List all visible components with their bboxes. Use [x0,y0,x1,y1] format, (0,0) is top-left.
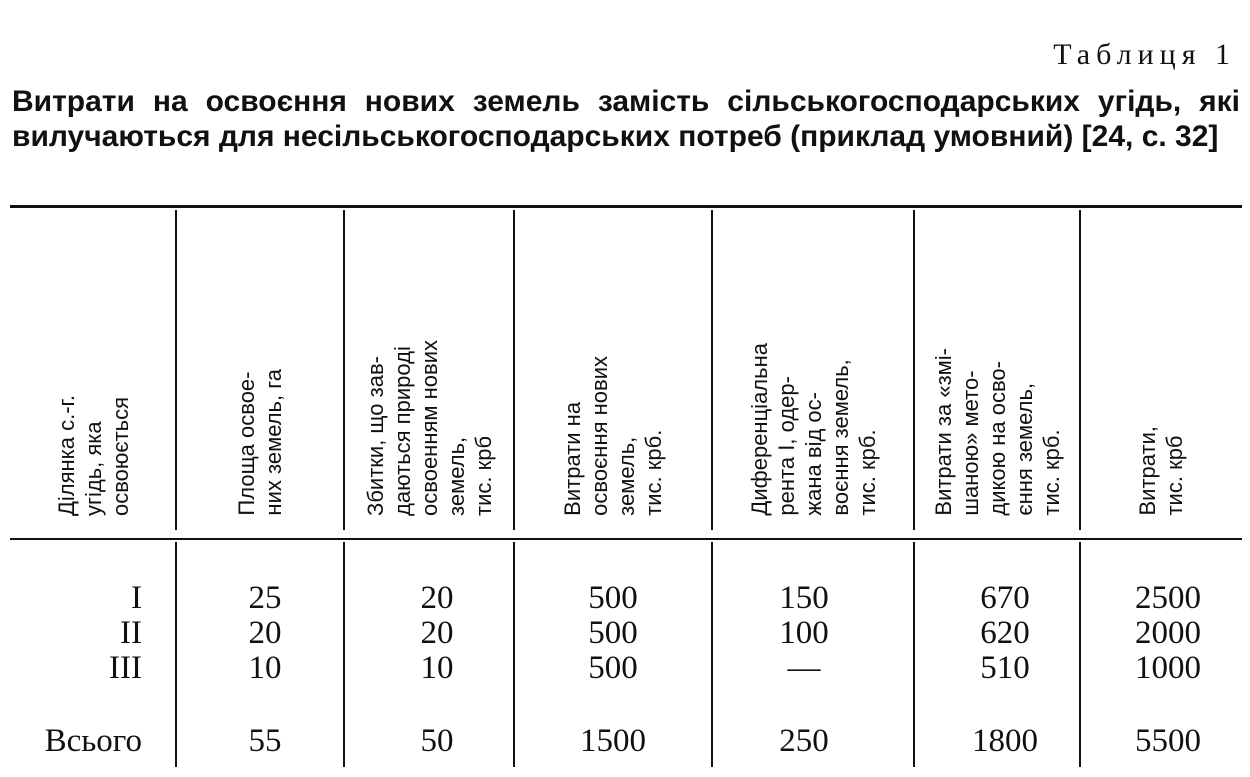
column-header-mixed-method-text: Витрати за «змі- шаною» мето- дикою на осво- єння земель, тис. крб. [930,348,1064,516]
row-label: I [131,580,142,616]
column-header-area-text: Площа освое- них земель, га [234,369,286,516]
table-cell: 500 [588,650,638,686]
column-header-plot [10,210,176,536]
table-cell: 50 [420,723,454,759]
column-header-development-cost-text: Витрати на освоєння нових земель, тис. крб. [560,356,666,516]
table-cell: 2500 [1135,580,1201,616]
column-header-mixed-method [914,210,1080,536]
column-header-costs-text: Витрати, тис. крб [1135,426,1187,516]
table-cell: 10 [248,650,282,686]
table-label: Таблиця 1 [1053,38,1236,71]
column-divider-body [513,542,515,767]
table-cell: 250 [779,723,829,759]
table-cell: 25 [248,580,282,616]
column-divider-body [913,542,915,767]
row-label: Всього [44,723,142,759]
column-divider-body [343,542,345,767]
table-cell: 620 [980,615,1030,651]
table-cell: 500 [588,580,638,616]
table-cell: 10 [420,650,454,686]
column-header-development-cost [514,210,712,536]
column-divider-body [1079,542,1081,767]
column-header-differential-rent-text: Диференціальна рента І, одер- жана від ос- воєння земель, тис. крб. [746,343,880,516]
table-cell: 5500 [1135,723,1201,759]
table-cell: 150 [779,580,829,616]
table-cell: 1500 [580,723,646,759]
row-label: III [109,650,142,686]
table-cell: 20 [248,615,282,651]
table-cell: 1800 [972,723,1038,759]
column-header-area [176,210,344,536]
column-header-damage [344,210,514,536]
column-divider-body [711,542,713,767]
table-cell: 2000 [1135,615,1201,651]
table-cell: 1000 [1135,650,1201,686]
column-header-damage-text: Збитки, що зав- даються природі освоенням нових земель, тис. крб [362,340,496,516]
column-header-costs [1080,210,1242,536]
column-header-differential-rent [712,210,914,536]
table-cell: 20 [420,580,454,616]
table-caption: Витрати на освоєння нових земель замість сільськогосподарських угідь, які вилучаються для несільськогосподарських потреб (приклад умовний) [24, с. 32] [12,85,1240,153]
column-divider-body [175,542,177,767]
table-cell: 55 [248,723,282,759]
table-cell: 20 [420,615,454,651]
column-header-plot-text: Ділянка с.-г. угідь, яка освоюється [53,394,133,516]
row-label: II [120,615,142,651]
header-rule [10,538,1242,540]
table-cell: 100 [779,615,829,651]
table-cell: 670 [980,580,1030,616]
table-cell: 510 [980,650,1030,686]
top-rule [10,205,1242,208]
table-cell: 500 [588,615,638,651]
table-cell: — [787,650,821,686]
